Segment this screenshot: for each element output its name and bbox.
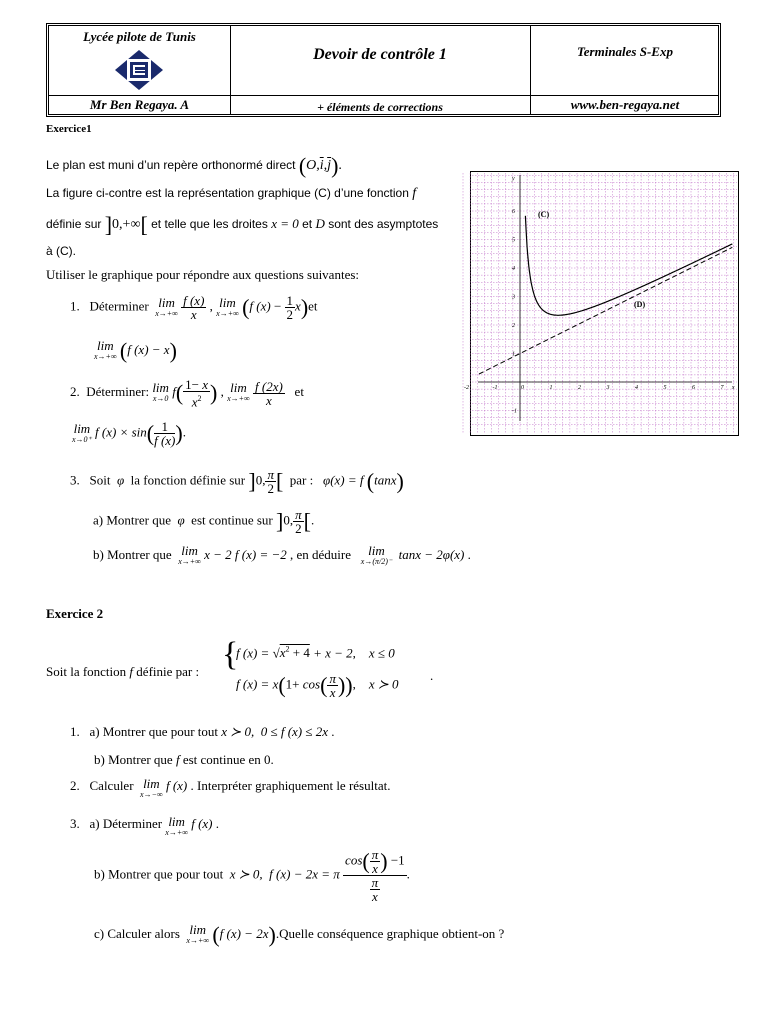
y-tick-label: 3 xyxy=(512,294,515,301)
x-tick-label: 7 xyxy=(720,385,724,391)
ex2-q3c: c) Calculer alors lim x→+∞ (f (x) − 2x).Quelle conséquence graphique obtient-on ? xyxy=(94,922,505,947)
ex2-q1b: b) Montrer que f est continue en 0. xyxy=(94,752,274,767)
ex2-intro: Soit la fonction f définie par : xyxy=(46,664,200,679)
y-tick-label: -1 xyxy=(512,408,517,415)
header-box xyxy=(46,23,721,117)
exam-subtitle: + éléments de corrections xyxy=(317,100,443,114)
y-tick-label: 2 xyxy=(512,323,515,329)
school-logo-icon xyxy=(113,48,165,92)
ex1-q1-cont: lim x→+∞ (f (x) − x) xyxy=(94,338,177,363)
school-name: Lycée pilote de Tunis xyxy=(83,29,196,44)
ex1-line3: définie sur ]0,+∞[ et telle que les droites x = 0 et D sont des asymptotes xyxy=(46,212,439,237)
x-tick-label: 6 xyxy=(692,385,695,391)
x-tick-label: 2 xyxy=(578,385,581,391)
ex1-q3b: b) Montrer que lim x→+∞ x − 2 f (x) = −2 , en déduire lim x→(π/2)⁻ tanx − 2φ(x) . xyxy=(93,543,471,566)
y-tick-label: 6 xyxy=(512,209,515,215)
function-graph xyxy=(464,171,739,436)
y-tick-label: 1 xyxy=(512,351,515,358)
exercise2-title: Exercice 2 xyxy=(46,606,104,621)
x-tick-label: x xyxy=(731,385,735,391)
ex1-q2: 2. Déterminer: lim x→0 f( $\frac{1- x}{x^2}$ ) , lim x→+∞ $\frac{f (2x)}{x}$ et xyxy=(70,377,304,410)
exercise1-title: Exercice1 xyxy=(46,123,92,135)
ex1-q3: 3. Soit φ la fonction définie sur ]0, $\frac{\pi}{2}$ [ par : φ(x) = f (tanx) xyxy=(70,467,404,496)
ex1-q2-cont: lim x→0⁺ f (x) × sin( $\frac{1}{f (x)}$ ). xyxy=(72,419,186,448)
line-label: (D) xyxy=(634,300,646,309)
curve-label: (C) xyxy=(538,210,550,219)
ex1-line4: à (C). xyxy=(46,244,76,258)
ex1-line2: La figure ci-contre est la représentation graphique (C) d’une fonction f xyxy=(46,186,417,201)
ex1-q1: 1. Déterminer lim x→+∞ $\frac{f (x)}{x}$ , lim x→+∞ (f (x) − $\frac{1}{2}$ x)et xyxy=(70,293,318,322)
ex1-line5: Utiliser le graphique pour répondre aux questions suivantes: xyxy=(46,267,360,282)
x-tick-label: -2 xyxy=(464,385,469,391)
x-tick-label: 4 xyxy=(635,385,638,391)
ex1-line1: Le plan est muni d’un repère orthonormé direct $(O,\overline{i},\overline{j})$. xyxy=(46,153,342,178)
x-tick-label: 0 xyxy=(521,385,524,391)
ex1-q3a: a) Montrer que φ est continue sur ]0, $\frac{\pi}{2}$ [. xyxy=(93,507,315,536)
x-tick-label: 1 xyxy=(549,385,553,391)
ex2-def-line1: f $(x) = √x^2 + 4 + x - 2$, x ≤ 0 xyxy=(236,645,395,661)
class-level: Terminales S-Exp xyxy=(577,44,673,59)
x-tick-label: 5 xyxy=(663,385,667,391)
ex2-q1a: 1. a) Montrer que pour tout x ≻ 0, 0 ≤ f (x) ≤ 2x . xyxy=(70,724,335,739)
website-link[interactable]: www.ben-regaya.net xyxy=(570,97,680,112)
ex2-q2: 2. Calculer lim x→−∞ f (x) . Interpréter graphiquement le résultat. xyxy=(70,776,391,799)
teacher-name: Mr Ben Regaya. A xyxy=(89,97,190,112)
ex2-def-line2: f (x) = x(1+ cos( $\frac{\pi}{x}$ )), x ≻ 0 xyxy=(236,671,399,700)
y-tick-label: 5 xyxy=(512,237,515,244)
ex2-q3a: 3. a) Déterminer lim x→+∞ f (x) . xyxy=(70,814,219,837)
y-tick-label: 4 xyxy=(512,266,515,272)
x-tick-label: -1 xyxy=(492,385,498,391)
x-tick-label: 3 xyxy=(606,385,610,391)
y-tick-label: y xyxy=(512,176,515,183)
ex2-q3b: b) Montrer que pour tout x ≻ 0, f (x) − 2x = π cos( $\frac{\pi}{x}$ ) −1 $\frac{\pi}{x}$ . xyxy=(94,847,410,904)
exam-title: Devoir de contrôle 1 xyxy=(313,46,447,63)
